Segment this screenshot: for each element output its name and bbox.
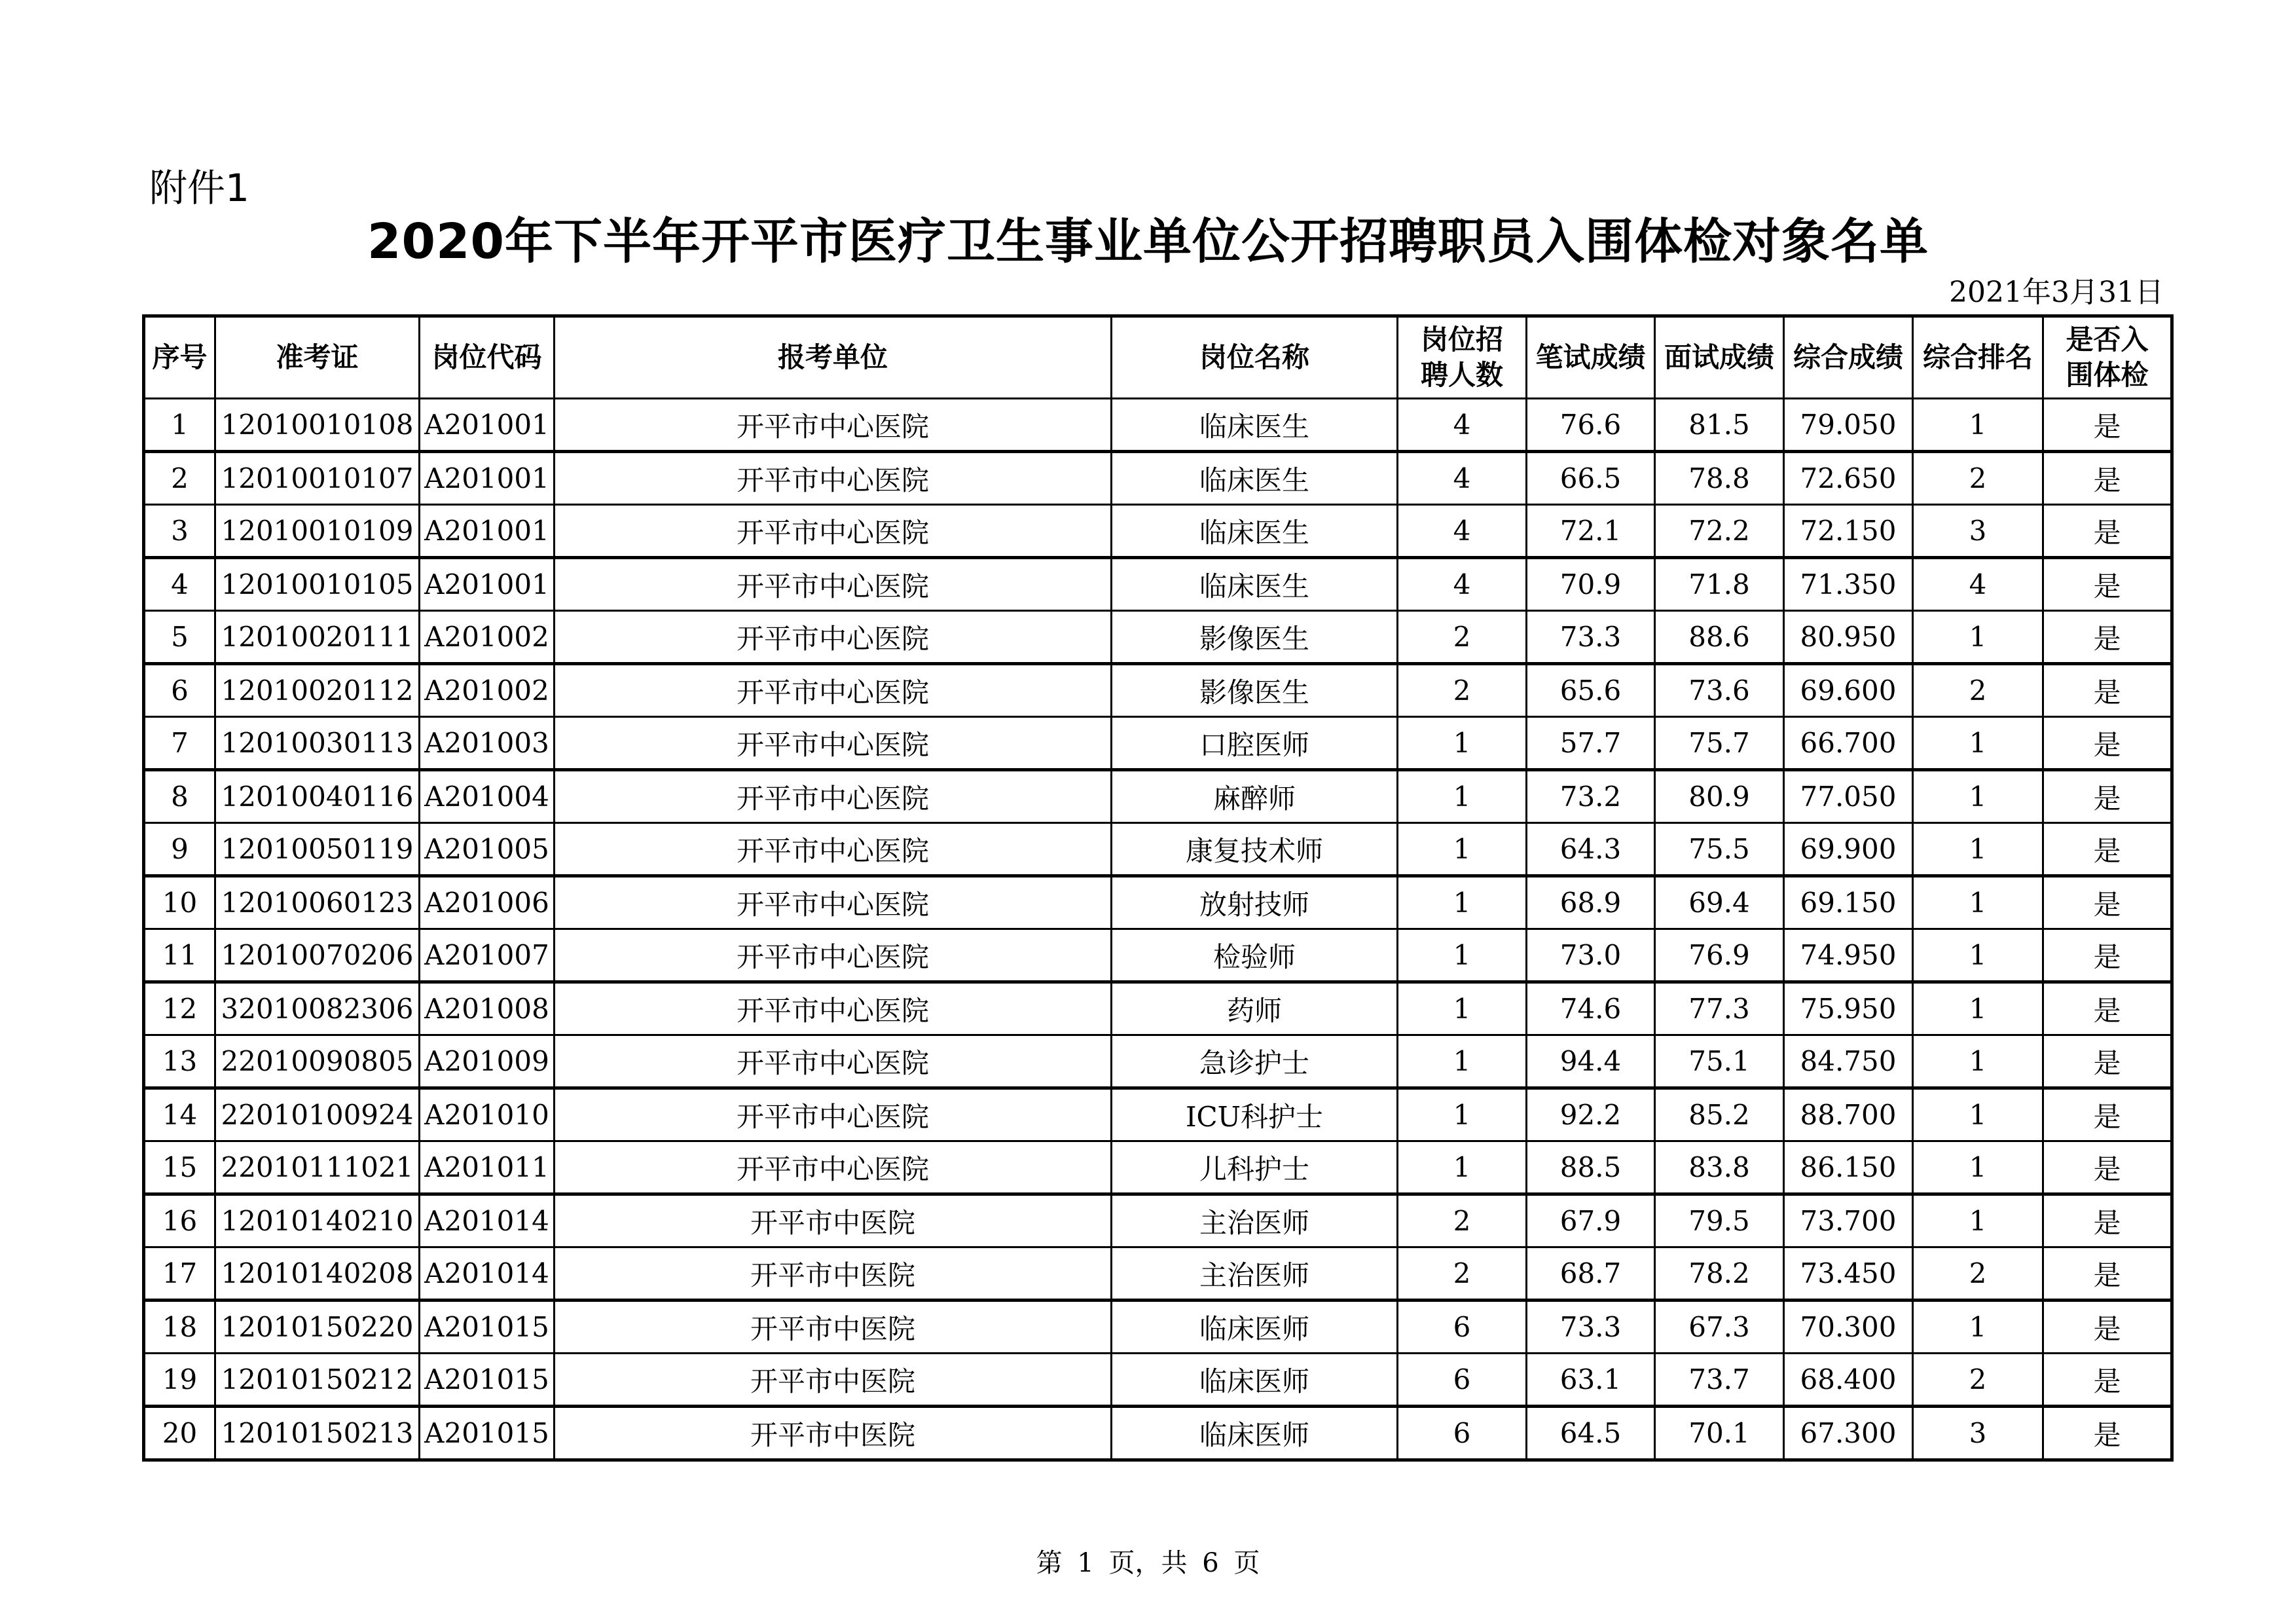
cell-ticket: 12010020111 [215, 611, 420, 664]
cell-unit: 开平市中医院 [555, 1194, 1112, 1247]
cell-ticket: 12010010107 [215, 452, 420, 505]
cell-seq: 5 [144, 611, 215, 664]
cell-headcount: 6 [1398, 1354, 1527, 1407]
cell-exam-selected: 是 [2043, 1354, 2172, 1407]
cell-post-name: 影像医生 [1112, 664, 1398, 717]
header-seq: 序号 [144, 316, 215, 399]
cell-post-name: ICU科护士 [1112, 1088, 1398, 1141]
cell-rank: 3 [1913, 1407, 2043, 1460]
cell-interview-score: 72.2 [1655, 505, 1784, 558]
cell-exam-selected: 是 [2043, 1194, 2172, 1247]
cell-exam-selected: 是 [2043, 929, 2172, 982]
cell-interview-score: 78.2 [1655, 1247, 1784, 1301]
cell-total-score: 72.650 [1784, 452, 1913, 505]
cell-interview-score: 85.2 [1655, 1088, 1784, 1141]
cell-unit: 开平市中医院 [555, 1407, 1112, 1460]
header-exam-selected: 是否入围体检 [2043, 316, 2172, 399]
cell-unit: 开平市中心医院 [555, 823, 1112, 876]
cell-ticket: 12010040116 [215, 770, 420, 823]
cell-headcount: 2 [1398, 1247, 1527, 1301]
table-row [144, 1301, 2172, 1354]
cell-headcount: 4 [1398, 399, 1527, 452]
cell-written-score: 92.2 [1527, 1088, 1655, 1141]
header-ticket: 准考证 [215, 316, 420, 399]
cell-unit: 开平市中医院 [555, 1301, 1112, 1354]
cell-exam-selected: 是 [2043, 1301, 2172, 1354]
cell-exam-selected: 是 [2043, 611, 2172, 664]
cell-post-name: 临床医师 [1112, 1301, 1398, 1354]
cell-total-score: 77.050 [1784, 770, 1913, 823]
table-row [144, 1088, 2172, 1141]
cell-ticket: 12010020112 [215, 664, 420, 717]
cell-seq: 1 [144, 399, 215, 452]
table-row [144, 1035, 2172, 1088]
cell-seq: 9 [144, 823, 215, 876]
cell-total-score: 68.400 [1784, 1354, 1913, 1407]
cell-interview-score: 88.6 [1655, 611, 1784, 664]
cell-unit: 开平市中心医院 [555, 982, 1112, 1035]
cell-written-score: 76.6 [1527, 399, 1655, 452]
cell-post-code: A201004 [420, 770, 555, 823]
cell-ticket: 12010050119 [215, 823, 420, 876]
cell-post-name: 检验师 [1112, 929, 1398, 982]
cell-exam-selected: 是 [2043, 505, 2172, 558]
cell-rank: 1 [1913, 982, 2043, 1035]
cell-rank: 1 [1913, 1088, 2043, 1141]
cell-ticket: 12010070206 [215, 929, 420, 982]
cell-total-score: 66.700 [1784, 717, 1913, 770]
cell-headcount: 4 [1398, 452, 1527, 505]
cell-rank: 2 [1913, 1247, 2043, 1301]
cell-rank: 2 [1913, 452, 2043, 505]
cell-exam-selected: 是 [2043, 876, 2172, 929]
cell-headcount: 1 [1398, 1035, 1527, 1088]
cell-post-name: 药师 [1112, 982, 1398, 1035]
cell-written-score: 65.6 [1527, 664, 1655, 717]
cell-post-code: A201001 [420, 558, 555, 611]
cell-rank: 4 [1913, 558, 2043, 611]
candidate-table [142, 314, 2174, 1462]
cell-unit: 开平市中医院 [555, 1247, 1112, 1301]
cell-post-name: 临床医师 [1112, 1354, 1398, 1407]
cell-seq: 6 [144, 664, 215, 717]
cell-post-name: 临床医生 [1112, 452, 1398, 505]
cell-total-score: 72.150 [1784, 505, 1913, 558]
cell-headcount: 6 [1398, 1301, 1527, 1354]
cell-ticket: 12010140208 [215, 1247, 420, 1301]
cell-unit: 开平市中心医院 [555, 1088, 1112, 1141]
cell-written-score: 70.9 [1527, 558, 1655, 611]
cell-unit: 开平市中心医院 [555, 452, 1112, 505]
cell-ticket: 12010140210 [215, 1194, 420, 1247]
cell-seq: 7 [144, 717, 215, 770]
cell-rank: 1 [1913, 399, 2043, 452]
cell-unit: 开平市中心医院 [555, 1141, 1112, 1194]
cell-written-score: 72.1 [1527, 505, 1655, 558]
cell-headcount: 1 [1398, 982, 1527, 1035]
cell-total-score: 74.950 [1784, 929, 1913, 982]
cell-written-score: 66.5 [1527, 452, 1655, 505]
header-post-name: 岗位名称 [1112, 316, 1398, 399]
header-interview-score: 面试成绩 [1655, 316, 1784, 399]
cell-rank: 1 [1913, 1141, 2043, 1194]
cell-headcount: 1 [1398, 823, 1527, 876]
cell-total-score: 79.050 [1784, 399, 1913, 452]
cell-interview-score: 69.4 [1655, 876, 1784, 929]
cell-headcount: 1 [1398, 876, 1527, 929]
cell-interview-score: 76.9 [1655, 929, 1784, 982]
cell-headcount: 1 [1398, 1088, 1527, 1141]
header-headcount: 岗位招聘人数 [1398, 316, 1527, 399]
cell-unit: 开平市中心医院 [555, 717, 1112, 770]
cell-post-name: 影像医生 [1112, 611, 1398, 664]
cell-post-code: A201001 [420, 452, 555, 505]
table-row [144, 505, 2172, 558]
cell-post-code: A201001 [420, 399, 555, 452]
cell-seq: 2 [144, 452, 215, 505]
cell-total-score: 86.150 [1784, 1141, 1913, 1194]
cell-post-name: 放射技师 [1112, 876, 1398, 929]
cell-rank: 1 [1913, 770, 2043, 823]
cell-interview-score: 80.9 [1655, 770, 1784, 823]
cell-interview-score: 75.5 [1655, 823, 1784, 876]
cell-seq: 13 [144, 1035, 215, 1088]
cell-post-name: 麻醉师 [1112, 770, 1398, 823]
cell-seq: 3 [144, 505, 215, 558]
cell-written-score: 68.9 [1527, 876, 1655, 929]
cell-written-score: 64.3 [1527, 823, 1655, 876]
cell-exam-selected: 是 [2043, 717, 2172, 770]
cell-ticket: 12010060123 [215, 876, 420, 929]
cell-post-name: 临床医生 [1112, 505, 1398, 558]
cell-post-code: A201002 [420, 664, 555, 717]
cell-post-code: A201008 [420, 982, 555, 1035]
table-row [144, 982, 2172, 1035]
cell-rank: 3 [1913, 505, 2043, 558]
table-row [144, 1354, 2172, 1407]
cell-total-score: 88.700 [1784, 1088, 1913, 1141]
cell-written-score: 88.5 [1527, 1141, 1655, 1194]
cell-written-score: 74.6 [1527, 982, 1655, 1035]
cell-exam-selected: 是 [2043, 399, 2172, 452]
cell-seq: 16 [144, 1194, 215, 1247]
cell-post-code: A201006 [420, 876, 555, 929]
cell-ticket: 12010150212 [215, 1354, 420, 1407]
cell-ticket: 12010010109 [215, 505, 420, 558]
cell-headcount: 1 [1398, 770, 1527, 823]
cell-interview-score: 75.7 [1655, 717, 1784, 770]
cell-post-code: A201001 [420, 505, 555, 558]
cell-post-code: A201010 [420, 1088, 555, 1141]
cell-rank: 1 [1913, 823, 2043, 876]
cell-seq: 12 [144, 982, 215, 1035]
table-row [144, 452, 2172, 505]
cell-post-code: A201011 [420, 1141, 555, 1194]
cell-total-score: 69.900 [1784, 823, 1913, 876]
cell-seq: 20 [144, 1407, 215, 1460]
cell-written-score: 64.5 [1527, 1407, 1655, 1460]
cell-seq: 14 [144, 1088, 215, 1141]
cell-exam-selected: 是 [2043, 1247, 2172, 1301]
cell-interview-score: 73.7 [1655, 1354, 1784, 1407]
cell-total-score: 75.950 [1784, 982, 1913, 1035]
table-row [144, 770, 2172, 823]
cell-post-name: 临床医师 [1112, 1407, 1398, 1460]
cell-interview-score: 73.6 [1655, 664, 1784, 717]
cell-exam-selected: 是 [2043, 664, 2172, 717]
document-title: 2020年下半年开平市医疗卫生事业单位公开招聘职员入围体检对象名单 [367, 213, 1929, 270]
cell-rank: 1 [1913, 876, 2043, 929]
cell-written-score: 67.9 [1527, 1194, 1655, 1247]
cell-post-code: A201009 [420, 1035, 555, 1088]
cell-unit: 开平市中心医院 [555, 611, 1112, 664]
cell-written-score: 73.3 [1527, 611, 1655, 664]
cell-unit: 开平市中心医院 [555, 664, 1112, 717]
cell-interview-score: 67.3 [1655, 1301, 1784, 1354]
cell-exam-selected: 是 [2043, 1088, 2172, 1141]
cell-ticket: 12010010105 [215, 558, 420, 611]
cell-total-score: 84.750 [1784, 1035, 1913, 1088]
cell-exam-selected: 是 [2043, 770, 2172, 823]
table-row [144, 1141, 2172, 1194]
cell-ticket: 22010090805 [215, 1035, 420, 1088]
table-row [144, 1247, 2172, 1301]
cell-ticket: 12010150220 [215, 1301, 420, 1354]
cell-exam-selected: 是 [2043, 1035, 2172, 1088]
table-row [144, 876, 2172, 929]
cell-unit: 开平市中心医院 [555, 929, 1112, 982]
cell-rank: 1 [1913, 611, 2043, 664]
cell-headcount: 6 [1398, 1407, 1527, 1460]
cell-post-code: A201015 [420, 1407, 555, 1460]
cell-ticket: 32010082306 [215, 982, 420, 1035]
cell-seq: 17 [144, 1247, 215, 1301]
cell-headcount: 4 [1398, 505, 1527, 558]
cell-seq: 4 [144, 558, 215, 611]
cell-exam-selected: 是 [2043, 982, 2172, 1035]
cell-post-code: A201007 [420, 929, 555, 982]
cell-rank: 1 [1913, 717, 2043, 770]
table-row [144, 611, 2172, 664]
cell-post-name: 临床医生 [1112, 399, 1398, 452]
cell-rank: 2 [1913, 1354, 2043, 1407]
cell-interview-score: 71.8 [1655, 558, 1784, 611]
cell-interview-score: 70.1 [1655, 1407, 1784, 1460]
header-total-score: 综合成绩 [1784, 316, 1913, 399]
table-row [144, 929, 2172, 982]
cell-headcount: 2 [1398, 611, 1527, 664]
cell-rank: 1 [1913, 1194, 2043, 1247]
cell-post-name: 主治医师 [1112, 1247, 1398, 1301]
header-written-score: 笔试成绩 [1527, 316, 1655, 399]
cell-seq: 15 [144, 1141, 215, 1194]
cell-interview-score: 77.3 [1655, 982, 1784, 1035]
table-row [144, 399, 2172, 452]
cell-written-score: 94.4 [1527, 1035, 1655, 1088]
cell-ticket: 22010111021 [215, 1141, 420, 1194]
cell-exam-selected: 是 [2043, 1141, 2172, 1194]
cell-post-name: 主治医师 [1112, 1194, 1398, 1247]
cell-post-code: A201014 [420, 1194, 555, 1247]
table-row [144, 1407, 2172, 1460]
document-date: 2021年3月31日 [1949, 276, 2164, 309]
cell-post-name: 儿科护士 [1112, 1141, 1398, 1194]
cell-total-score: 71.350 [1784, 558, 1913, 611]
cell-post-name: 急诊护士 [1112, 1035, 1398, 1088]
cell-total-score: 80.950 [1784, 611, 1913, 664]
cell-post-code: A201015 [420, 1301, 555, 1354]
page-footer: 第 1 页，共 6 页 [1036, 1548, 1260, 1578]
cell-total-score: 69.600 [1784, 664, 1913, 717]
cell-post-name: 康复技术师 [1112, 823, 1398, 876]
cell-exam-selected: 是 [2043, 823, 2172, 876]
cell-exam-selected: 是 [2043, 452, 2172, 505]
table-row [144, 717, 2172, 770]
header-unit: 报考单位 [555, 316, 1112, 399]
cell-post-name: 口腔医师 [1112, 717, 1398, 770]
table-header-row [144, 316, 2172, 399]
cell-exam-selected: 是 [2043, 1407, 2172, 1460]
cell-interview-score: 83.8 [1655, 1141, 1784, 1194]
cell-written-score: 57.7 [1527, 717, 1655, 770]
cell-post-code: A201014 [420, 1247, 555, 1301]
cell-total-score: 67.300 [1784, 1407, 1913, 1460]
cell-ticket: 12010150213 [215, 1407, 420, 1460]
header-post-code: 岗位代码 [420, 316, 555, 399]
cell-exam-selected: 是 [2043, 558, 2172, 611]
cell-unit: 开平市中医院 [555, 1354, 1112, 1407]
cell-interview-score: 75.1 [1655, 1035, 1784, 1088]
cell-seq: 10 [144, 876, 215, 929]
cell-seq: 18 [144, 1301, 215, 1354]
cell-unit: 开平市中心医院 [555, 876, 1112, 929]
cell-ticket: 12010010108 [215, 399, 420, 452]
cell-seq: 19 [144, 1354, 215, 1407]
cell-interview-score: 81.5 [1655, 399, 1784, 452]
cell-ticket: 22010100924 [215, 1088, 420, 1141]
cell-interview-score: 79.5 [1655, 1194, 1784, 1247]
cell-unit: 开平市中心医院 [555, 1035, 1112, 1088]
cell-total-score: 70.300 [1784, 1301, 1913, 1354]
cell-rank: 2 [1913, 664, 2043, 717]
cell-written-score: 73.3 [1527, 1301, 1655, 1354]
cell-headcount: 1 [1398, 929, 1527, 982]
table-row [144, 823, 2172, 876]
cell-post-code: A201003 [420, 717, 555, 770]
table-row [144, 558, 2172, 611]
cell-post-code: A201015 [420, 1354, 555, 1407]
attachment-label: 附件1 [149, 166, 249, 210]
cell-total-score: 69.150 [1784, 876, 1913, 929]
cell-headcount: 1 [1398, 717, 1527, 770]
table-row [144, 664, 2172, 717]
cell-written-score: 73.2 [1527, 770, 1655, 823]
cell-rank: 1 [1913, 929, 2043, 982]
cell-unit: 开平市中心医院 [555, 399, 1112, 452]
cell-unit: 开平市中心医院 [555, 505, 1112, 558]
cell-unit: 开平市中心医院 [555, 558, 1112, 611]
cell-written-score: 73.0 [1527, 929, 1655, 982]
cell-written-score: 63.1 [1527, 1354, 1655, 1407]
cell-post-code: A201002 [420, 611, 555, 664]
cell-post-name: 临床医生 [1112, 558, 1398, 611]
cell-seq: 8 [144, 770, 215, 823]
cell-headcount: 4 [1398, 558, 1527, 611]
cell-written-score: 68.7 [1527, 1247, 1655, 1301]
cell-rank: 1 [1913, 1301, 2043, 1354]
cell-headcount: 1 [1398, 1141, 1527, 1194]
cell-seq: 11 [144, 929, 215, 982]
cell-post-code: A201005 [420, 823, 555, 876]
table-row [144, 1194, 2172, 1247]
header-rank: 综合排名 [1913, 316, 2043, 399]
cell-unit: 开平市中心医院 [555, 770, 1112, 823]
cell-interview-score: 78.8 [1655, 452, 1784, 505]
cell-total-score: 73.700 [1784, 1194, 1913, 1247]
cell-total-score: 73.450 [1784, 1247, 1913, 1301]
cell-rank: 1 [1913, 1035, 2043, 1088]
cell-headcount: 2 [1398, 1194, 1527, 1247]
cell-headcount: 2 [1398, 664, 1527, 717]
cell-ticket: 12010030113 [215, 717, 420, 770]
